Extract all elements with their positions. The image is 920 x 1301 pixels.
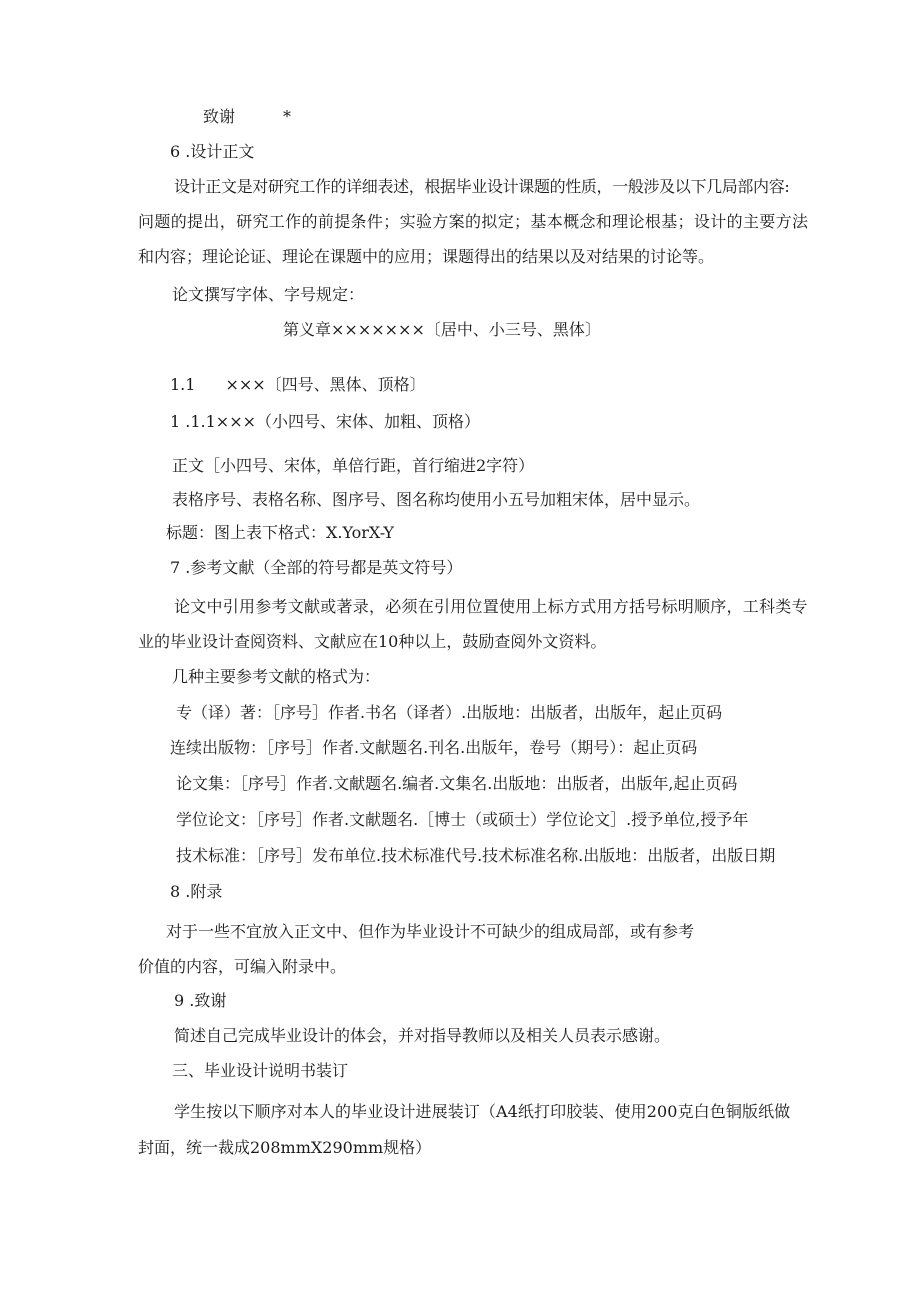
caption-format-rule: 标题：图上表下格式：X.YorX-Y (166, 523, 394, 542)
appendix-paragraph-line-1: 对于一些不宜放入正文中、但作为毕业设计不可缺少的组成局部，或有参考 (166, 922, 695, 941)
subsection-format-rule: 1 .1.1×××（小四号、宋体、加粗、顶格） (170, 412, 481, 431)
binding-paragraph-line-2: 封面，统一裁成208mmX290mm规格） (138, 1138, 432, 1157)
reference-format-standard: 技术标准：［序号］发布单位.技术标准代号.技术标准名称.出版地：出版者，出版日期 (176, 846, 776, 865)
section-number: 1.1 (170, 375, 196, 394)
ack-line (203, 106, 291, 128)
reference-format-proceedings: 论文集：［序号］作者.文献题名.编者.文集名.出版地：出版者，出版年,起止页码 (176, 774, 738, 793)
asterisk-mark: * (283, 107, 292, 126)
references-paragraph-line-1: 论文中引用参考文献或著录，必须在引用位置使用上标方式用方括号标明顺序，工科类专 (174, 597, 808, 616)
ack-label: 致谢 (203, 107, 236, 126)
section-heading-7: 7 .参考文献（全部的符号都是英文符号） (170, 558, 463, 577)
body-format-rule: 正文［小四号、宋体，单倍行距，首行缩进2字符） (172, 456, 535, 475)
section-heading-6: 6 .设计正文 (170, 142, 255, 161)
reference-formats-title: 几种主要参考文献的格式为： (172, 667, 381, 686)
reference-format-serial: 连续出版物：［序号］作者.文献题名.刊名.出版年，卷号（期号）：起止页码 (170, 738, 698, 757)
section-heading-8: 8 .附录 (170, 882, 223, 901)
reference-format-monograph: 专（译）著：［序号］作者.书名（译者）.出版地：出版者，出版年，起止页码 (176, 703, 723, 722)
reference-format-thesis: 学位论文：［序号］作者.文献题名.［博士（或硕士）学位论文］.授予单位,授予年 (176, 810, 749, 829)
paragraph-body-text-line-1: 设计正文是对研究工作的详细表述，根据毕业设计课题的性质，一般涉及以下几局部内容: (174, 177, 790, 196)
acknowledgement-paragraph: 简述自己完成毕业设计的体会，并对指导教师以及相关人员表示感谢。 (174, 1026, 671, 1045)
chapter-format-rule: 第义章×××××××〔居中、小三号、黑体〕 (283, 320, 601, 339)
binding-paragraph-line-1: 学生按以下顺序对本人的毕业设计进展装订（A4纸打印胶装、使用200克白色铜版纸做 (174, 1102, 791, 1121)
section-format-text: ×××〔四号、黑体、顶格〕 (225, 375, 426, 394)
section-format-rule (170, 374, 426, 396)
appendix-paragraph-line-2: 价值的内容，可编入附录中。 (138, 957, 347, 976)
section-heading-9: 9 .致谢 (174, 991, 227, 1010)
font-rules-title: 论文撰写字体、字号规定： (172, 285, 365, 304)
paragraph-body-text-line-2: 问题的提出，研究工作的前提条件；实验方案的拟定；基本概念和理论根基；设计的主要方法 (138, 212, 809, 231)
binding-section-heading: 三、毕业设计说明书装订 (172, 1061, 349, 1080)
table-figure-format-rule: 表格序号、表格名称、图序号、图名称均使用小五号加粗宋体，居中显示。 (172, 490, 701, 509)
paragraph-body-text-line-3: 和内容；理论论证、理论在课题中的应用；课题得出的结果以及对结果的讨论等。 (138, 247, 715, 266)
references-paragraph-line-2: 业的毕业设计查阅资料、文献应在10种以上，鼓励查阅外文资料。 (138, 632, 607, 651)
